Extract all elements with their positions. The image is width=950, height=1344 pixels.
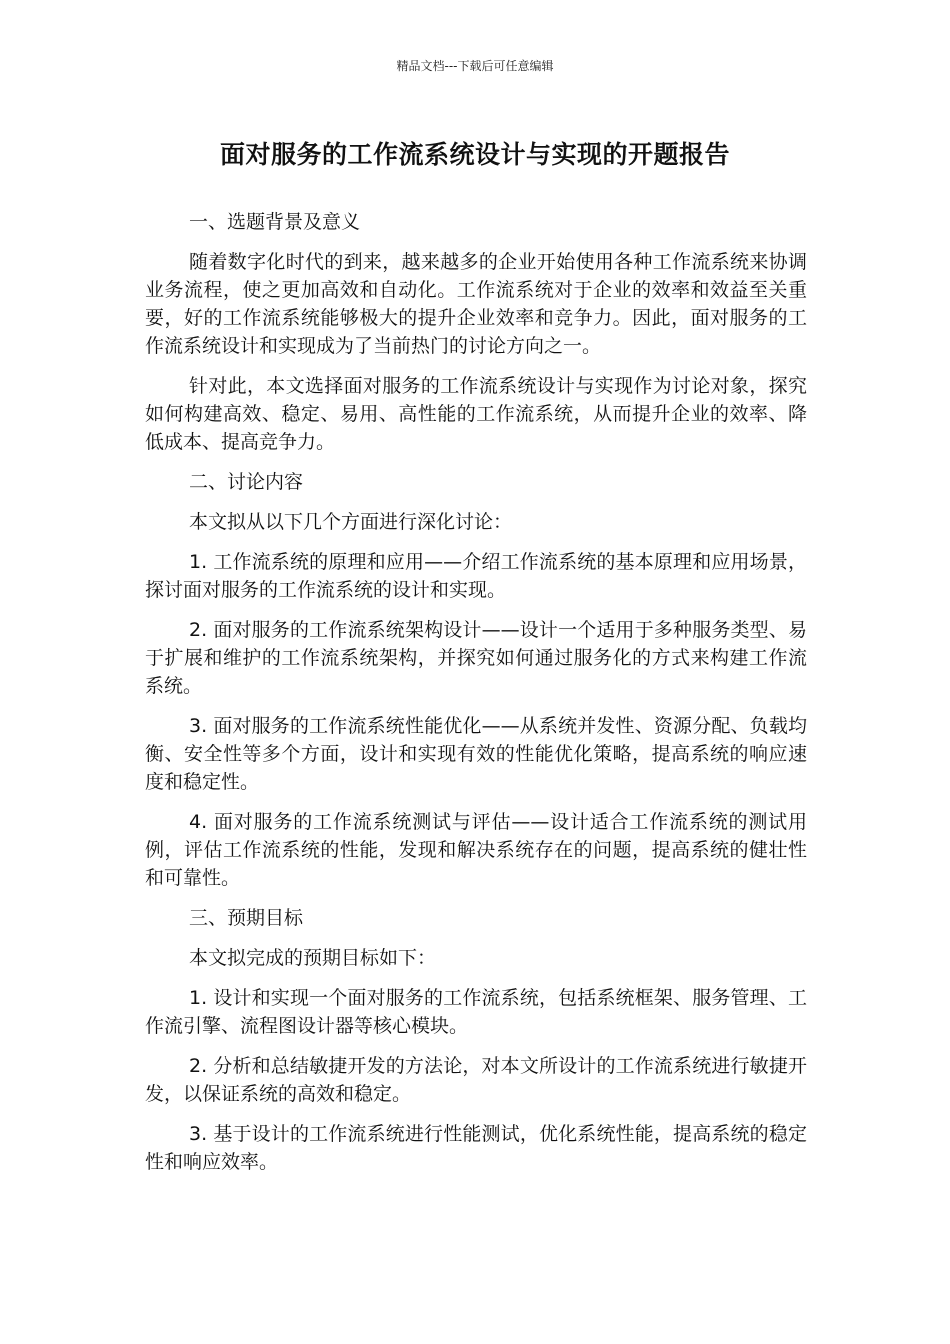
section-heading-content: 二、讨论内容 xyxy=(189,471,304,493)
paragraph-background: 随着数字化时代的到来，越来越多的企业开始使用各种工作流系统来协调业务流程，使之更加高效和自动化。工作流系统对于企业的效率和效益至关重要，好的工作流系统能够极大的提升企业效率和竞争力。因此，面对服务的工作流系统设计和实现成为了当前热门的讨论方向之一。 xyxy=(145,251,807,357)
list-item-content-2: 2. 面对服务的工作流系统架构设计——设计一个适用于多种服务类型、易于扩展和维护的工作流系统架构，并探究如何通过服务化的方式来构建工作流系统。 xyxy=(145,619,807,697)
list-item-content-1: 1. 工作流系统的原理和应用——介绍工作流系统的基本原理和应用场景，探讨面对服务的工作流系统的设计和实现。 xyxy=(145,551,807,601)
paragraph-content-intro: 本文拟从以下几个方面进行深化讨论： xyxy=(189,511,513,533)
paragraph-goals-intro: 本文拟完成的预期目标如下： xyxy=(189,947,437,969)
paragraph-research-object: 针对此，本文选择面对服务的工作流系统设计与实现作为讨论对象，探究如何构建高效、稳定、易用、高性能的工作流系统，从而提升企业的效率、降低成本、提高竞争力。 xyxy=(145,375,807,453)
section-heading-background: 一、选题背景及意义 xyxy=(189,211,361,233)
list-item-goal-3: 3. 基于设计的工作流系统进行性能测试，优化系统性能，提高系统的稳定性和响应效率。 xyxy=(145,1123,807,1173)
section-heading-goals: 三、预期目标 xyxy=(189,907,304,929)
list-item-goal-2: 2. 分析和总结敏捷开发的方法论，对本文所设计的工作流系统进行敏捷开发，以保证系统的高效和稳定。 xyxy=(145,1055,807,1105)
document-title: 面对服务的工作流系统设计与实现的开题报告 xyxy=(219,140,730,169)
document-body xyxy=(145,208,807,1188)
list-item-content-3: 3. 面对服务的工作流系统性能优化——从系统并发性、资源分配、负载均衡、安全性等多个方面，设计和实现有效的性能优化策略，提高系统的响应速度和稳定性。 xyxy=(145,715,807,793)
list-item-goal-1: 1. 设计和实现一个面对服务的工作流系统，包括系统框架、服务管理、工作流引擎、流程图设计器等核心模块。 xyxy=(145,987,807,1037)
page-header: 精品文档---下载后可任意编辑 xyxy=(396,59,554,73)
list-item-content-4: 4. 面对服务的工作流系统测试与评估——设计适合工作流系统的测试用例，评估工作流系统的性能，发现和解决系统存在的问题，提高系统的健壮性和可靠性。 xyxy=(145,811,807,889)
